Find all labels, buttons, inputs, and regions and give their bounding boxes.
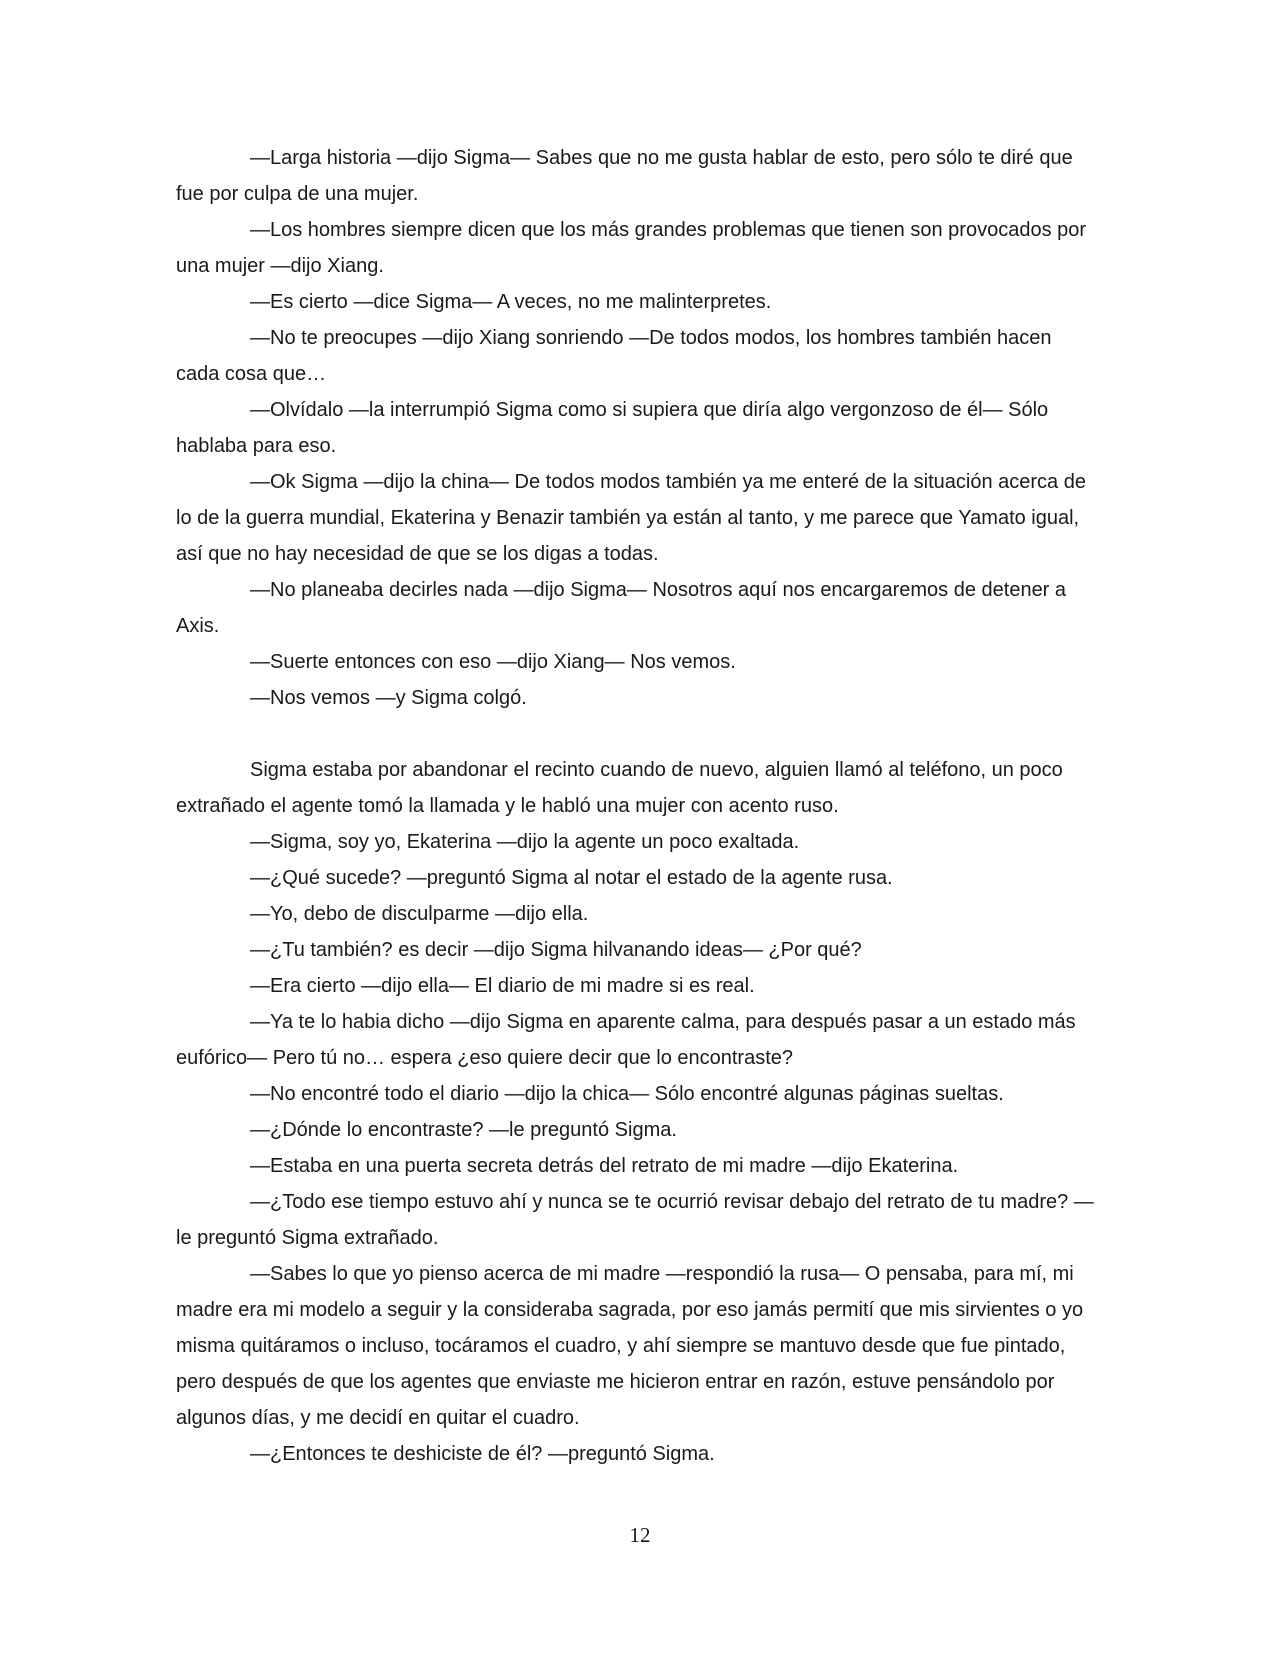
paragraph: —No te preocupes —dijo Xiang sonriendo —De todos modos, los hombres también hacen cada cosa que…: [176, 327, 1052, 385]
page-number: 12: [629, 1523, 651, 1547]
paragraph: —Suerte entonces con eso —dijo Xiang— Nos vemos.: [250, 651, 736, 673]
paragraph: —Estaba en una puerta secreta detrás del retrato de mi madre —dijo Ekaterina.: [250, 1155, 959, 1177]
paragraph: —No encontré todo el diario —dijo la chica— Sólo encontré algunas páginas sueltas.: [250, 1083, 1004, 1105]
paragraph: —¿Qué sucede? —preguntó Sigma al notar el estado de la agente rusa.: [250, 867, 893, 889]
paragraph: —¿Dónde lo encontraste? —le preguntó Sigma.: [250, 1119, 677, 1141]
paragraph: —Olvídalo —la interrumpió Sigma como si supiera que diría algo vergonzoso de él— Sólo hablaba para eso.: [176, 399, 1049, 457]
paragraph: —Sabes lo que yo pienso acerca de mi madre —respondió la rusa— O pensaba, para mí, mi madre era mi modelo a seguir y la consideraba sagrada, por eso jamás permití que mis sirvientes o yo misma quitáramos o incluso, tocáramos el cuadro, y ahí siempre se mantuvo desde que fue pintado, pero después de que los agentes que enviaste me hicieron entrar en razón, estuve pensándolo por algunos días, y me decidí en quitar el cuadro.: [176, 1263, 1084, 1429]
paragraph: —¿Tu también? es decir —dijo Sigma hilvanando ideas— ¿Por qué?: [250, 939, 862, 961]
paragraph: —Sigma, soy yo, Ekaterina —dijo la agente un poco exaltada.: [250, 831, 800, 853]
paragraph: —Ya te lo habia dicho —dijo Sigma en aparente calma, para después pasar a un estado más eufórico— Pero tú no… espera ¿eso quiere decir que lo encontraste?: [176, 1011, 1076, 1069]
paragraph: —Los hombres siempre dicen que los más grandes problemas que tienen son provocados por una mujer —dijo Xiang.: [176, 219, 1087, 277]
paragraph: —Es cierto —dice Sigma— A veces, no me malinterpretes.: [250, 291, 772, 313]
paragraph: —¿Todo ese tiempo estuvo ahí y nunca se te ocurrió revisar debajo del retrato de tu madre? —le preguntó Sigma extrañado.: [176, 1191, 1094, 1249]
paragraph: —Yo, debo de disculparme —dijo ella.: [250, 903, 589, 925]
paragraph: —Larga historia —dijo Sigma— Sabes que no me gusta hablar de esto, pero sólo te diré que fue por culpa de una mujer.: [176, 147, 1073, 205]
paragraph: —Ok Sigma —dijo la china— De todos modos también ya me enteré de la situación acerca de lo de la guerra mundial, Ekaterina y Benazir también ya están al tanto, y me parece que Yamato igual, así que no hay necesidad de que se los digas a todas.: [176, 471, 1086, 565]
section-break: [176, 716, 1096, 752]
text-body: [176, 140, 1096, 1472]
paragraph: —Era cierto —dijo ella— El diario de mi madre si es real.: [250, 975, 755, 997]
paragraph: Sigma estaba por abandonar el recinto cuando de nuevo, alguien llamó al teléfono, un poco extrañado el agente tomó la llamada y le habló una mujer con acento ruso.: [176, 759, 1063, 817]
paragraph: —¿Entonces te deshiciste de él? —preguntó Sigma.: [250, 1443, 715, 1465]
paragraph: —Nos vemos —y Sigma colgó.: [250, 687, 527, 709]
paragraph: —No planeaba decirles nada —dijo Sigma— Nosotros aquí nos encargaremos de detener a Axis.: [176, 579, 1067, 637]
